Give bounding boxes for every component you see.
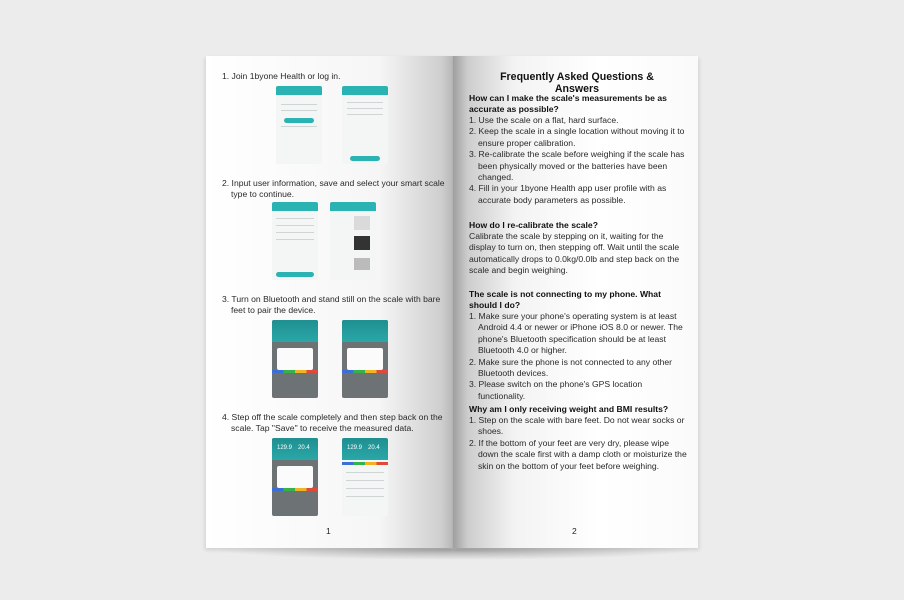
faq-list-item: 1. Step on the scale with bare feet. Do not wear socks or shoes. bbox=[469, 415, 685, 437]
faq-recalibrate bbox=[469, 220, 687, 277]
login-screen-image bbox=[276, 86, 322, 164]
page-right bbox=[453, 56, 698, 548]
register-screen-image bbox=[342, 86, 388, 164]
faq-list-item: 3. Re-calibrate the scale before weighing if the scale has been physically moved or the batteries have been changed. bbox=[469, 149, 685, 183]
weight-reading-2: 129.9 bbox=[347, 445, 363, 451]
faq-accuracy bbox=[469, 93, 687, 206]
faq-list-item: 1. Make sure your phone's operating system is at least Android 4.4 or newer or iPhone iOS 8.0 or newer. The phone's Bluetooth specification should be at least Bluetooth 4.0 or higher. bbox=[469, 311, 683, 356]
bluetooth-pairing-screen-1 bbox=[272, 320, 318, 398]
faq-question: How do I re-calibrate the scale? bbox=[469, 220, 598, 230]
faq-list-item: 2. Make sure the phone is not connected to any other Bluetooth devices. bbox=[469, 356, 673, 379]
faq-connection bbox=[469, 289, 687, 402]
measurement-screen-1 bbox=[272, 438, 318, 516]
faq-list-item: 2. Keep the scale in a single location without moving it to ensure proper calibration. bbox=[469, 126, 685, 148]
page-left bbox=[206, 56, 453, 548]
page-number-right: 2 bbox=[572, 526, 577, 536]
faq-list-item: 1. Use the scale on a flat, hard surface. bbox=[469, 115, 619, 125]
scale-type-screen-image bbox=[330, 202, 376, 280]
faq-list-item: 3. Please switch on the phone's GPS location functionality. bbox=[469, 379, 643, 401]
faq-question: How can I make the scale's measurements be as accurate as possible? bbox=[469, 93, 667, 114]
step-4-text: 4. Step off the scale completely and then step back on the scale. Tap "Save" to receive the measured data. bbox=[222, 412, 443, 433]
faq-question: The scale is not connecting to my phone. What should I do? bbox=[469, 289, 661, 310]
bmi-reading-2: 20.4 bbox=[368, 445, 380, 451]
faq-list-item: 4. Fill in your 1byone Health app user profile with as accurate body parameters as possible. bbox=[469, 183, 667, 205]
faq-question: Why am I only receiving weight and BMI results? bbox=[469, 404, 669, 414]
step-1-text: 1. Join 1byone Health or log in. bbox=[222, 71, 341, 81]
faq-list-item: 2. If the bottom of your feet are very dry, please wipe down the scale first with a damp cloth or moisturize the skin on the bottom of your feet before weighing. bbox=[469, 437, 687, 471]
bmi-reading-1: 20.4 bbox=[298, 445, 310, 451]
step-3-text: 3. Turn on Bluetooth and stand still on the scale with bare feet to pair the device. bbox=[222, 294, 441, 315]
faq-answer: Calibrate the scale by stepping on it, waiting for the display to turn on, then stepping off. Wait until the scale automatically drops to 0.0kg/0.0lb and step back on the scale and begin weighing. bbox=[469, 231, 680, 276]
user-info-screen-image bbox=[272, 202, 318, 280]
step-2-text: 2. Input user information, save and select your smart scale type to continue. bbox=[222, 178, 445, 199]
faq-results bbox=[469, 404, 687, 472]
measurement-screen-2 bbox=[342, 438, 388, 516]
faq-title: Frequently Asked Questions & Answers bbox=[500, 71, 654, 95]
weight-reading-1: 129.9 bbox=[277, 445, 293, 451]
bluetooth-pairing-screen-2 bbox=[342, 320, 388, 398]
page-number-left: 1 bbox=[326, 526, 331, 536]
